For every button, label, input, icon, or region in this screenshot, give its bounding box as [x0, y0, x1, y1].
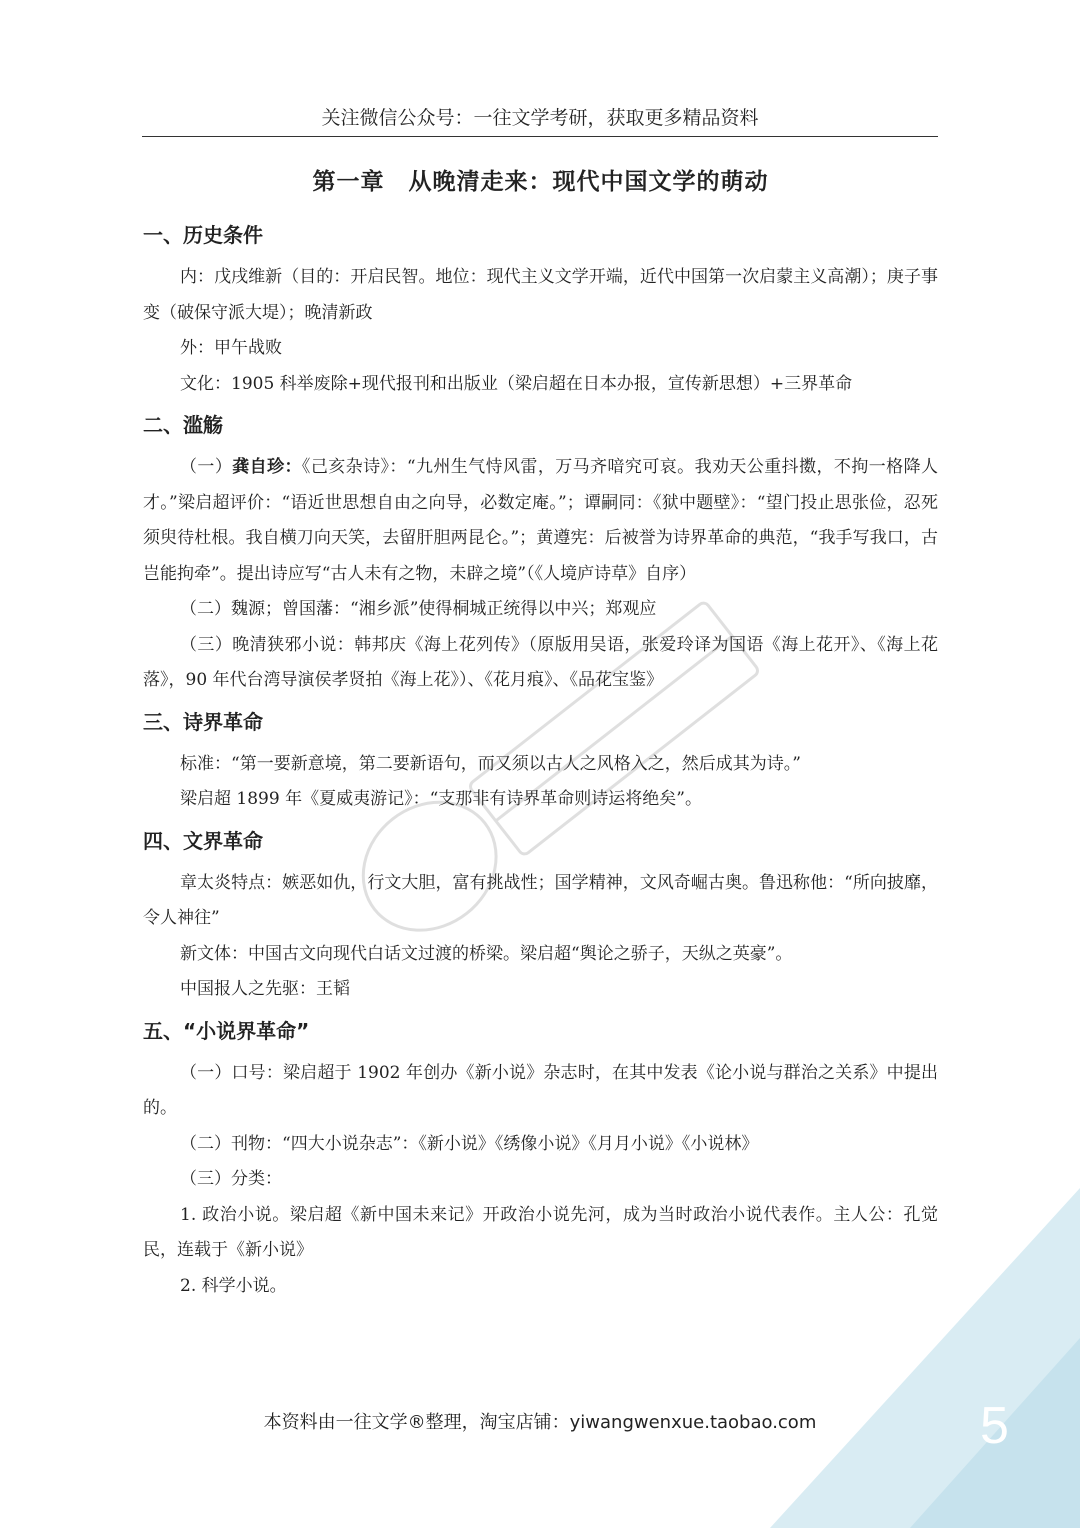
- paragraph: （三）分类：: [180, 1169, 282, 1189]
- paragraph: 外：甲午战败: [180, 338, 282, 358]
- chapter-number: 第一章: [312, 169, 385, 195]
- chapter-name: 从晚清走来：现代中国文学的萌动: [408, 169, 769, 195]
- paragraph-text: 《己亥杂诗》：“九州生气恃风雷，万马齐喑究可哀。我劝天公重抖擞，不拘一格降人才。”梁启超评价：“语近世思想自由之向导，必数定庵。”；谭嗣同：《狱中题壁》：“望门投止思张俭，忍死须臾待杜根。我自横刀向天笑，去留肝胆两昆仑。”；黄遵宪：后被誉为诗界革命的典范，“我手写我口，古岂能拘牵”。提出诗应写“古人未有之物，未辟之境”（《人境庐诗草》自序）: [143, 457, 938, 584]
- paragraph: 梁启超 1899 年《夏威夷游记》：“支那非有诗界革命则诗运将绝矣”。: [180, 789, 702, 809]
- paragraph: （二）魏源；曾国藩：“湘乡派”使得桐城正统得以中兴；郑观应: [180, 599, 657, 619]
- page-number: 5: [980, 1397, 1009, 1455]
- paragraph: 标准：“第一要新意境，第二要新语句，而又须以古人之风格入之，然后成其为诗。”: [180, 753, 801, 774]
- page-body: [143, 164, 938, 1304]
- paragraph: （二）刊物：“四大小说杂志”：《新小说》《绣像小说》《月月小说》《小说林》: [180, 1133, 759, 1154]
- keyword-bold: 龚自珍：: [232, 457, 302, 477]
- paragraph: （一）口号：梁启超于 1902 年创办《新小说》杂志时，在其中发表《论小说与群治之关系》中提出的。: [143, 1062, 938, 1118]
- paragraph: 中国报人之先驱：王韬: [180, 979, 350, 999]
- header-divider: [142, 136, 938, 137]
- paragraph: 新文体：中国古文向现代白话文过渡的桥梁。梁启超“舆论之骄子，天纵之英豪”。: [180, 943, 793, 964]
- paragraph: （三）晚清狭邪小说：韩邦庆《海上花列传》（原版用吴语，张爱玲译为国语《海上花开》、《海上花落》，90 年代台湾导演侯孝贤拍《海上花》）、《花月痕》、《品花宝鉴》: [143, 634, 938, 690]
- paragraph: 2. 科学小说。: [180, 1275, 287, 1296]
- paragraph: 文化：1905 科举废除+现代报刊和出版业（梁启超在日本办报，宣传新思想）+三界革命: [180, 373, 853, 394]
- paragraph: 内：戊戌维新（目的：开启民智。地位：现代主义文学开端，近代中国第一次启蒙主义高潮）；庚子事变（破保守派大堤）；晚清新政: [143, 267, 938, 323]
- chapter-title: [143, 164, 938, 200]
- paragraph-prefix: （一）: [180, 457, 233, 477]
- page-header: 关注微信公众号：一往文学考研，获取更多精品资料: [321, 107, 759, 129]
- section-heading-2: 二、滥觞: [143, 413, 223, 437]
- corner-decoration: [770, 1188, 1080, 1528]
- paragraph-gong-zizhen: [143, 450, 938, 592]
- section-heading-1: 一、历史条件: [143, 223, 263, 247]
- paragraph: 章太炎特点：嫉恶如仇，行文大胆，富有挑战性；国学精神，文风奇崛古奥。鲁迅称他：“所向披靡，令人神往”: [143, 872, 938, 928]
- page-footer: 本资料由一往文学®整理，淘宝店铺：yiwangwenxue.taobao.com: [263, 1412, 817, 1433]
- section-heading-3: 三、诗界革命: [143, 709, 263, 734]
- section-heading-4: 四、文界革命: [143, 828, 263, 853]
- section-heading-5: 五、“小说界革命”: [143, 1018, 310, 1043]
- paragraph: 1. 政治小说。梁启超《新中国未来记》开政治小说先河，成为当时政治小说代表作。主人公：孔觉民，连载于《新小说》: [143, 1204, 938, 1260]
